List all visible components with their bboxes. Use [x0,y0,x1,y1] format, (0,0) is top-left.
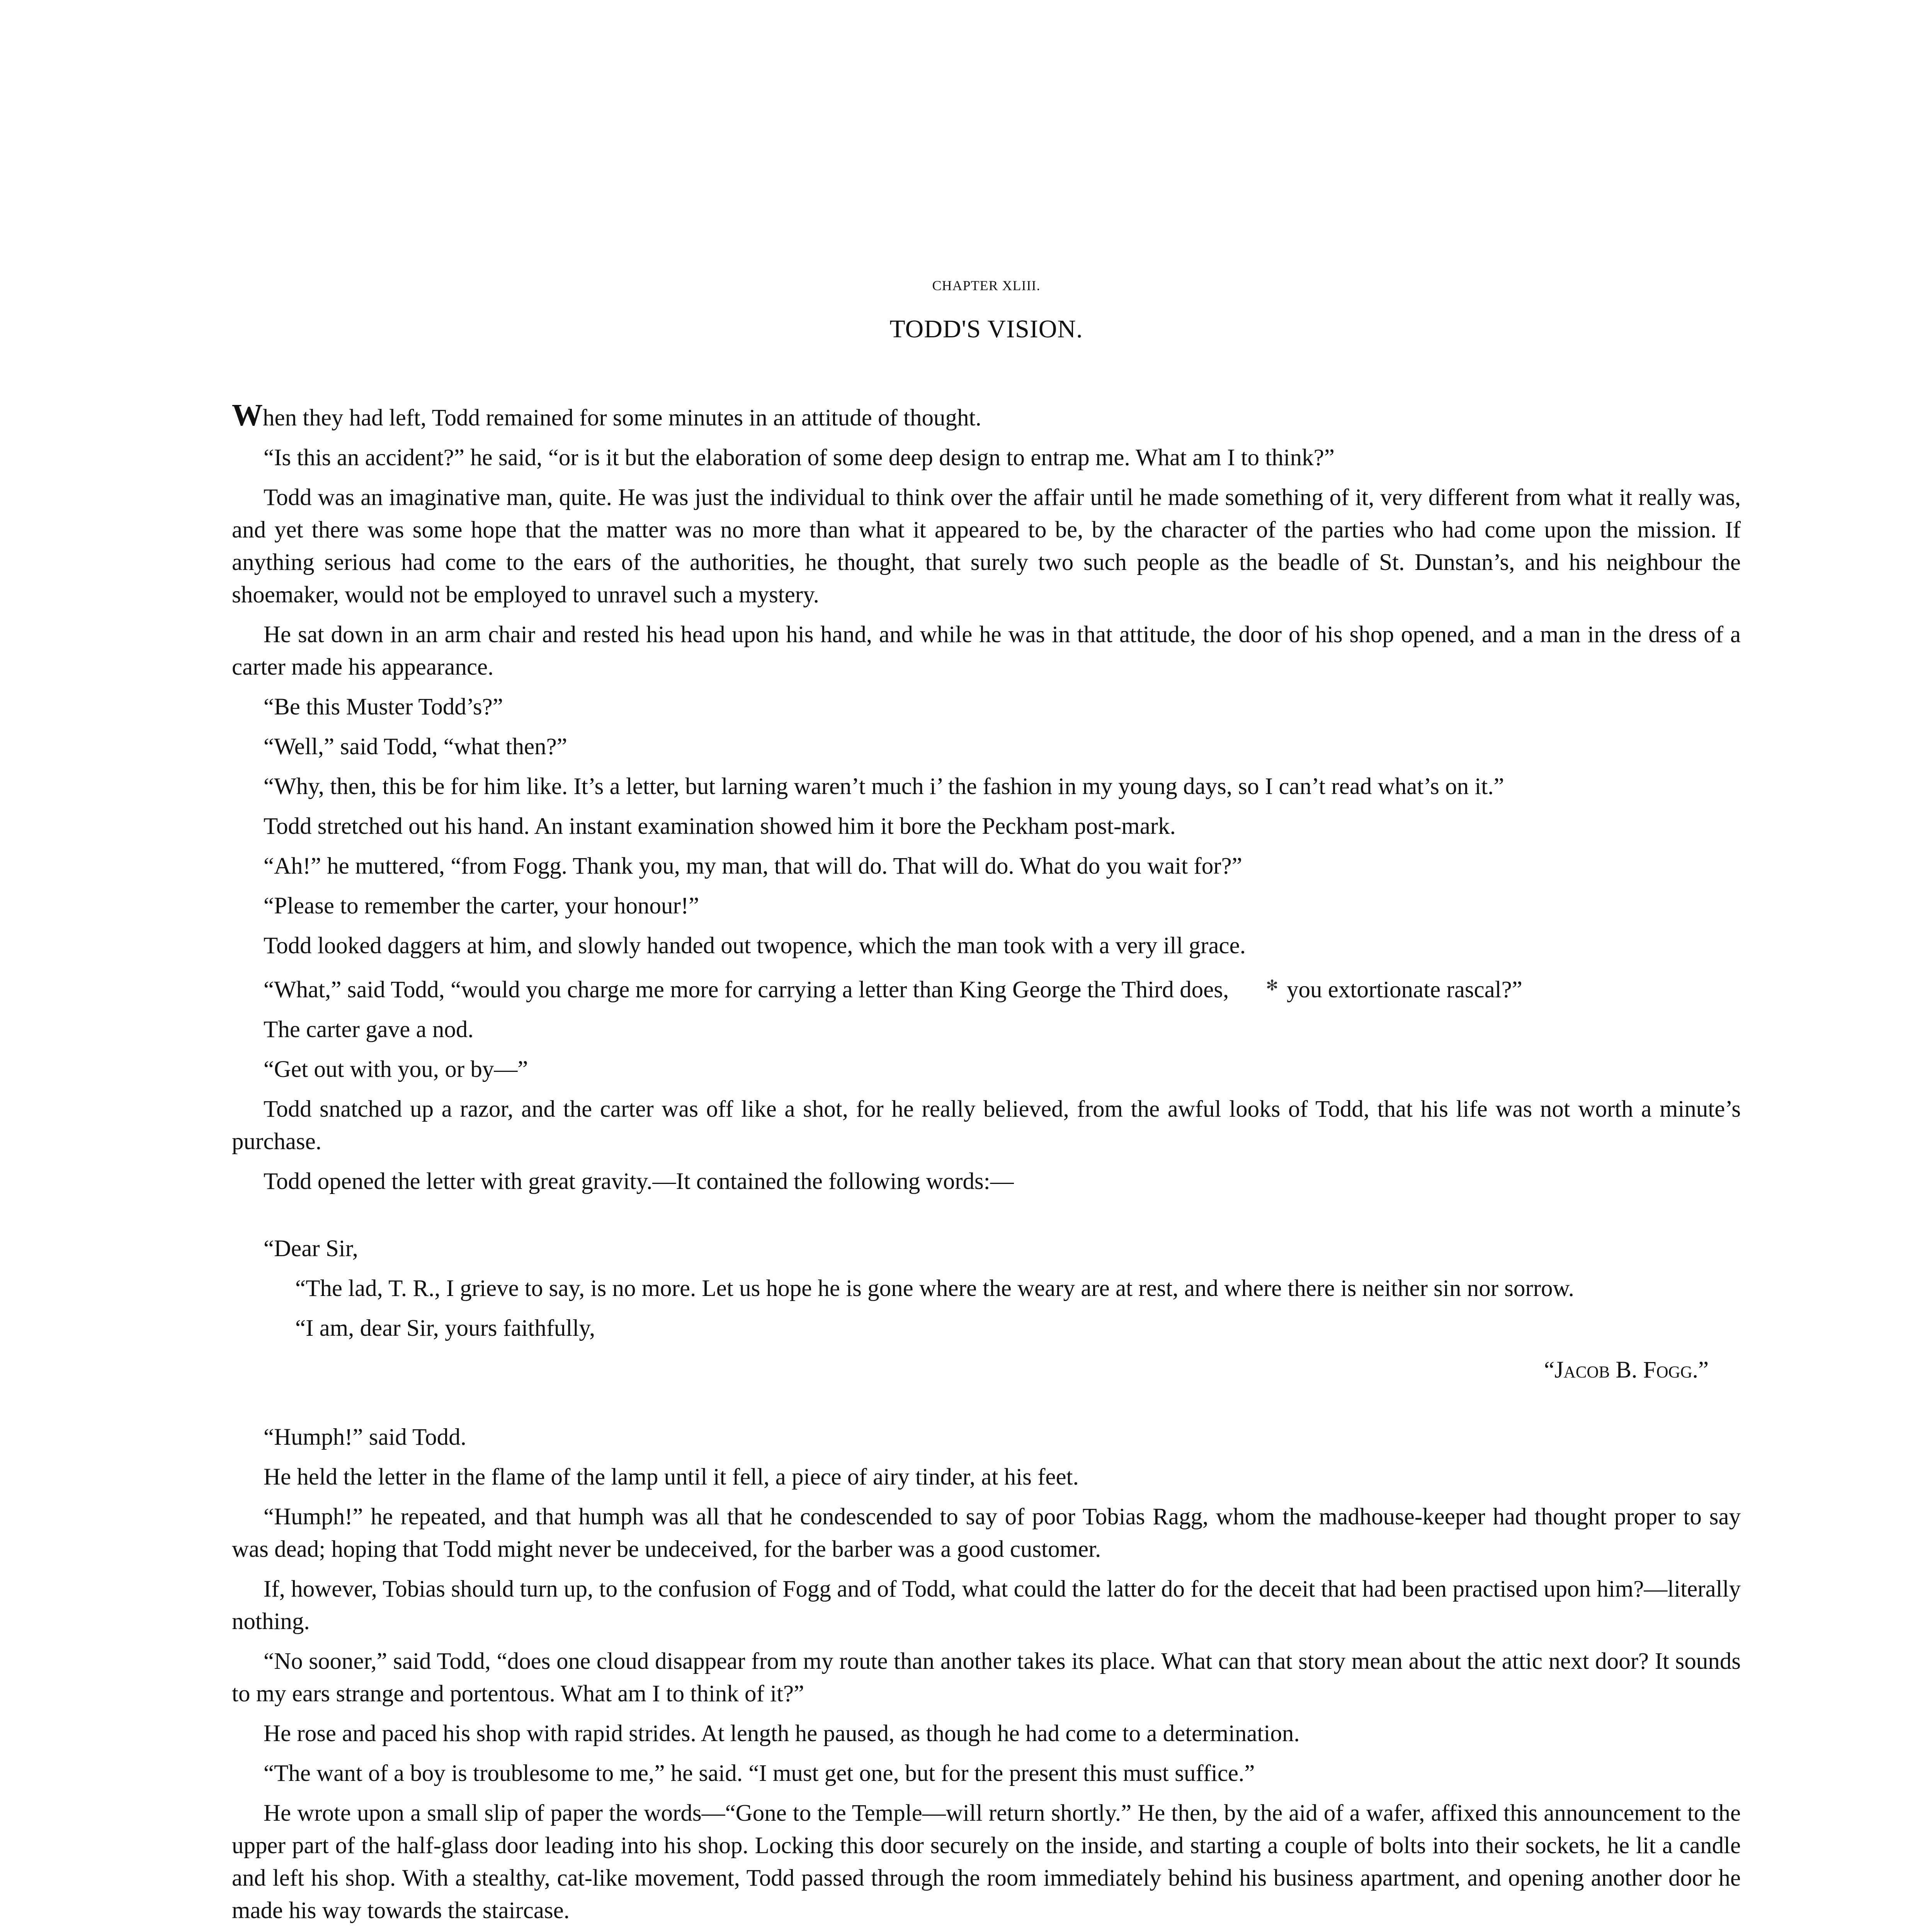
paragraph: He wrote upon a small slip of paper the words—“Gone to the Temple—will return shortly.” He then, by the aid of a wafer, affixed this announcement to the upper part of the half-glass door leading into his shop. Locking this door securely on the inside, and starting a couple of bolts into their sockets, he lit a candle and left his shop. With a stealthy, cat-like movement, Todd passed through the room immediately behind his business apartment, and opening another door he made his way towards the staircase. [232,1800,1741,1923]
paragraph: “Humph!” said Todd. [264,1424,466,1450]
paragraph-text: hen they had left, Todd remained for some minutes in an attitude of thought. [263,405,981,431]
paragraph: “Is this an accident?” he said, “or is it but the elaboration of some deep design to entrap me. What am I to think?” [264,445,1335,471]
paragraph: Todd was an imaginative man, quite. He was just the individual to think over the affair until he made something of it, very different from what it really was, and yet there was some hope that the matter was no more than what it appeared to be, by the character of the parties who had come upon the mission. If anything serious had come to the ears of the authorities, he thought, that surely two such people as the beadle of St. Dunstan’s, and his neighbour the shoemaker, would not be employed to unravel such a mystery. [232,485,1741,608]
letter-signature: “Jacob B. Fogg.” [1544,1357,1709,1383]
paragraph-text: you extortionate rascal?” [1287,977,1522,1003]
paragraph: “No sooner,” said Todd, “does one cloud disappear from my route than another takes its place. What can that story mean about the attic next door? It sounds to my ears strange and portentous. What am I to think of it?” [232,1648,1741,1707]
paragraph: Todd opened the letter with great gravity.—It contained the following words:— [264,1168,1014,1194]
paragraph: The carter gave a nod. [264,1017,474,1043]
paragraph: He rose and paced his shop with rapid strides. At length he paused, as though he had come to a determination. [264,1721,1300,1747]
paragraph: Todd stretched out his hand. An instant examination showed him it bore the Peckham post-mark. [264,813,1176,839]
paragraph: “The want of a boy is troublesome to me,” he said. “I must get one, but for the present this must suffice.” [264,1760,1255,1786]
quoted-letter [264,1233,1709,1386]
paragraph: He sat down in an arm chair and rested his head upon his hand, and while he was in that attitude, the door of his shop opened, and a man in the dress of a carter made his appearance. [232,622,1741,680]
paragraph: “Ah!” he muttered, “from Fogg. Thank you, my man, that will do. That will do. What do you wait for?” [264,853,1242,879]
paragraph [232,969,1741,1006]
paragraph: “Well,” said Todd, “what then?” [264,734,567,760]
paragraph: “Get out with you, or by—” [264,1056,528,1082]
paragraph: If, however, Tobias should turn up, to the confusion of Fogg and of Todd, what could the latter do for the deceit that had been practised upon him?—literally nothing. [232,1576,1741,1634]
paragraph: “Please to remember the carter, your honour!” [264,893,699,919]
paragraph: “Humph!” he repeated, and that humph was all that he condescended to say of poor Tobias Ragg, whom the madhouse-keeper had thought proper to say was dead; hoping that Todd might never be undeceived, for the barber was a good customer. [232,1504,1741,1562]
footnote-marker-icon: ✻ [1266,978,1279,994]
paragraph: Todd looked daggers at him, and slowly handed out twopence, which the man took with a very ill grace. [264,933,1246,959]
drop-cap: W [232,398,263,432]
paragraph [232,398,1741,434]
paragraph: He held the letter in the flame of the lamp until it fell, a piece of airy tinder, at his feet. [264,1464,1079,1490]
paragraph: “Be this Muster Todd’s?” [264,694,503,720]
chapter-number: CHAPTER XLIII. [932,278,1041,293]
letter-salutation: “Dear Sir, [264,1236,358,1262]
chapter-title: TODD'S VISION. [889,315,1083,343]
letter-closing: “I am, dear Sir, yours faithfully, [295,1315,595,1341]
letter-body: “The lad, T. R., I grieve to say, is no more. Let us hope he is gone where the weary are at rest, and where there is neither sin nor sorrow. [295,1276,1574,1301]
paragraph: “Why, then, this be for him like. It’s a letter, but larning waren’t much i’ the fashion in my young days, so I can’t read what’s on it.” [264,774,1504,799]
paragraph: Todd snatched up a razor, and the carter was off like a shot, for he really believed, from the awful looks of Todd, that his life was not worth a minute’s purchase. [232,1096,1741,1155]
paragraph-text: “What,” said Todd, “would you charge me more for carrying a letter than King George the Third does, [264,977,1229,1003]
chapter-body [232,398,1741,1932]
